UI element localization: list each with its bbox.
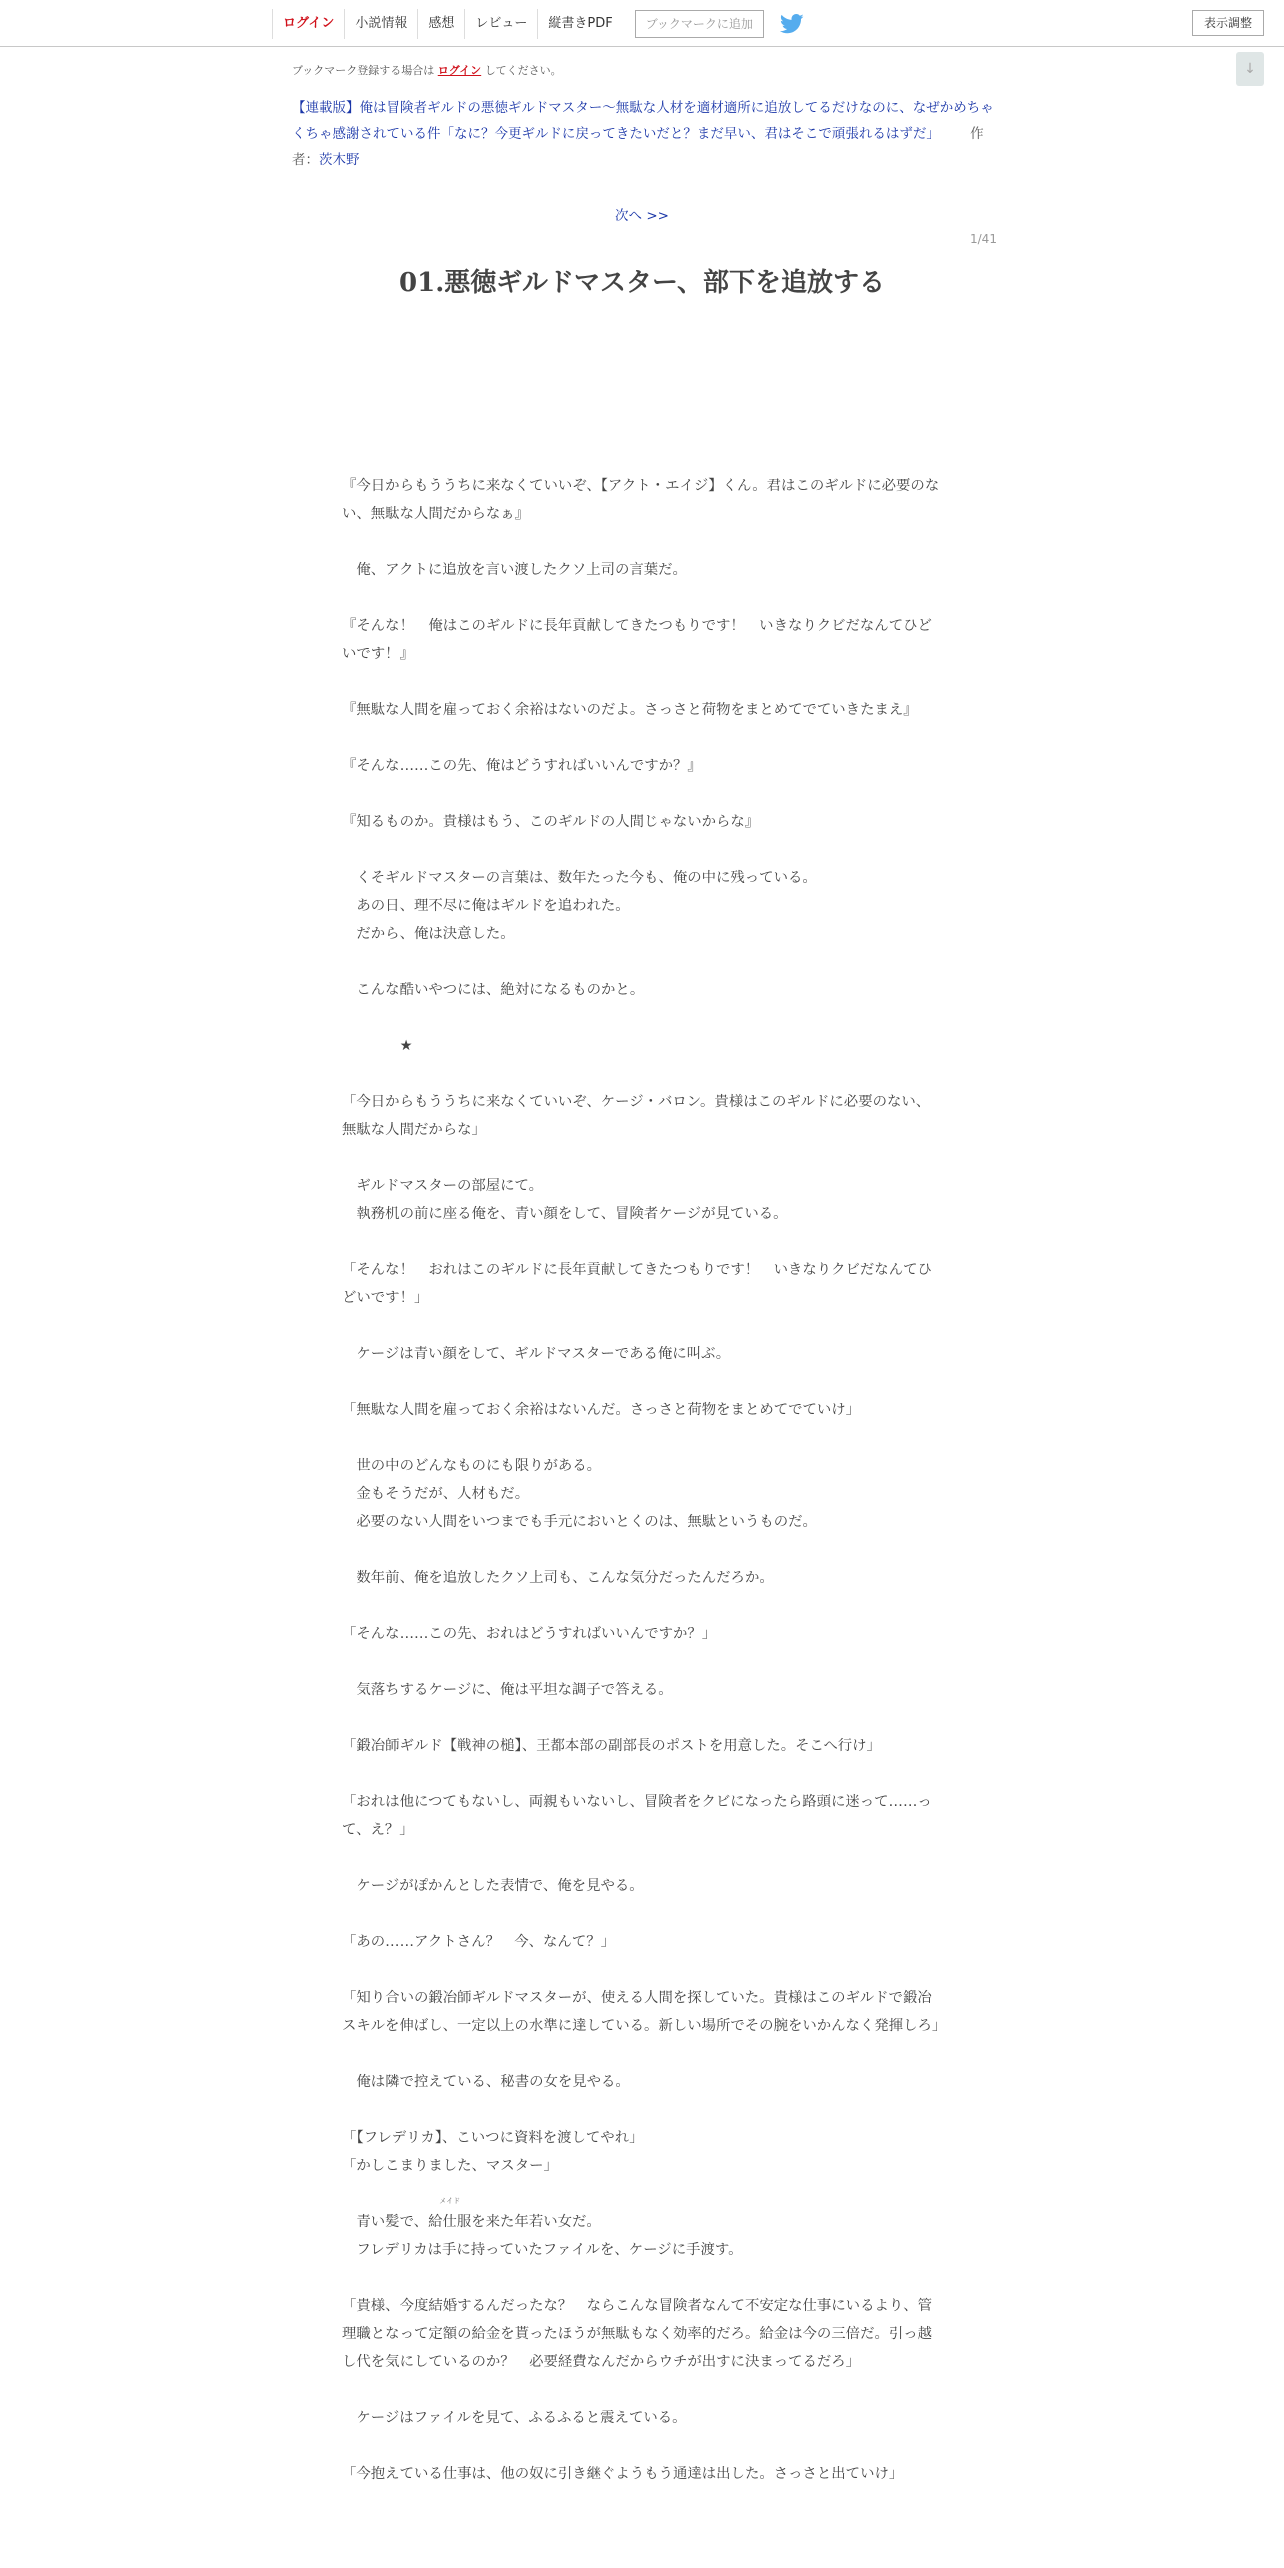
ruby-base: 給仕服	[428, 2214, 472, 2230]
body-line	[342, 1144, 942, 1172]
body-line: 『そんな……この先、俺はどうすればいいんですか？』	[342, 758, 702, 774]
body-line: 数年前、俺を追放したクソ上司も、こんな気分だったんだろか。	[342, 1570, 774, 1586]
author-label: 作者：	[292, 126, 984, 168]
body-line	[342, 1004, 942, 1032]
body-line	[342, 584, 942, 612]
body-line: 『知るものか。貴様はもう、このギルドの人間じゃないからな』	[342, 814, 760, 830]
next-chapter-link-wrap	[0, 204, 1284, 224]
body-line	[342, 724, 942, 752]
body-line	[342, 1648, 942, 1676]
review-link[interactable]: レビュー	[464, 9, 537, 39]
body-line: 「そんな！ おれはこのギルドに長年貢献してきたつもりです！ いきなりクビだなんてひどいです！」	[342, 1262, 932, 1306]
body-line: 「無駄な人間を雇っておく余裕はないんだ。さっさと荷物をまとめてでていけ」	[342, 1402, 861, 1418]
ruby-reading: メイド	[439, 2197, 461, 2205]
body-line: だから、俺は決意した。	[342, 926, 515, 942]
novel-body	[342, 388, 947, 2488]
body-line	[342, 780, 942, 808]
body-line	[342, 1900, 942, 1928]
body-line: 「おれは他につてもないし、両親もいないし、冒険者をクビになったら路頭に迷って……って、え？」	[342, 1794, 932, 1838]
body-line	[342, 528, 942, 556]
body-line	[342, 2264, 942, 2292]
body-line: 『今日からもううちに来なくていいぞ、【アクト・エイジ】くん。君はこのギルドに必要のない、無駄な人間だからなぁ』	[342, 478, 940, 522]
body-line	[342, 416, 942, 444]
body-line: 「今日からもううちに来なくていいぞ、ケージ・バロン。貴様はこのギルドに必要のない、無駄な人間だからな」	[342, 1094, 931, 1138]
body-line: 『そんな！ 俺はこのギルドに長年貢献してきたつもりです！ いきなりクビだなんてひどいです！』	[342, 618, 932, 662]
login-link[interactable]: ログイン	[272, 9, 344, 39]
body-line: 『無駄な人間を雇っておく余裕はないのだよ。さっさと荷物をまとめてでていきたまえ』	[342, 702, 918, 718]
body-line	[342, 668, 942, 696]
body-line: あの日、理不尽に俺はギルドを追われた。	[342, 898, 630, 914]
body-line	[342, 1760, 942, 1788]
body-line	[342, 1592, 942, 1620]
body-line	[342, 1424, 942, 1452]
body-line: ケージはファイルを見て、ふるふると震えている。	[342, 2410, 687, 2426]
body-line	[342, 2096, 942, 2124]
body-line	[342, 2376, 942, 2404]
add-bookmark-button[interactable]: ブックマークに追加	[635, 10, 764, 38]
body-line: 「そんな……この先、おれはどうすればいいんですか？」	[342, 1626, 717, 1642]
body-line: くそギルドマスターの言葉は、数年たった今も、俺の中に残っている。	[342, 870, 817, 886]
author-link[interactable]: 茨木野	[319, 152, 360, 168]
body-line	[342, 2040, 942, 2068]
body-line	[342, 444, 942, 472]
body-line	[342, 836, 942, 864]
body-line: フレデリカは手に持っていたファイルを、ケージに手渡す。	[342, 2242, 743, 2258]
body-line	[342, 388, 942, 416]
body-line: 「知り合いの鍛冶師ギルドマスターが、使える人間を探していた。貴様はこのギルドで鍛冶スキルを伸ばし、一定以上の水準に達している。新しい場所でその腕をいかんなく発揮しろ」	[342, 1990, 947, 2034]
body-line	[342, 2197, 942, 2236]
body-line	[342, 1228, 942, 1256]
ruby-line-suffix: を来た年若い女だ。	[471, 2214, 601, 2230]
body-line	[342, 1060, 942, 1088]
ruby-annotation	[428, 2197, 472, 2236]
series-title-block	[292, 95, 1002, 173]
body-line: 俺、アクトに追放を言い渡したクソ上司の言葉だ。	[342, 562, 687, 578]
body-line: 「鍛冶師ギルド【戦神の槌】、王都本部の副部長のポストを用意した。そこへ行け」	[342, 1738, 881, 1754]
body-line: 「【フレデリカ】、こいつに資料を渡してやれ」	[342, 2130, 644, 2146]
scroll-down-button[interactable]: ↓	[1236, 52, 1264, 86]
body-line	[342, 948, 942, 976]
main-nav	[272, 9, 806, 39]
body-line: 「かしこまりました、マスター」	[342, 2158, 558, 2174]
body-line: ケージは青い顔をして、ギルドマスターである俺に叫ぶ。	[342, 1346, 731, 1362]
body-line: 世の中のどんなものにも限りがある。	[342, 1458, 602, 1474]
body-line	[342, 1956, 942, 1984]
twitter-icon[interactable]	[780, 13, 806, 35]
body-line: ギルドマスターの部屋にて。	[342, 1178, 544, 1194]
body-line: 執務机の前に座る俺を、青い顔をして、冒険者ケージが見ている。	[342, 1206, 788, 1222]
impressions-link[interactable]: 感想	[417, 9, 464, 39]
body-line	[342, 2432, 942, 2460]
body-line	[342, 1844, 942, 1872]
body-line: 「貴様、今度結婚するんだったな？ ならこんな冒険者なんて不安定な仕事にいるより、管理職となって定額の給金を貰ったほうが無駄もなく効率的だろ。給金は今の三倍だ。引っ越し代を気にしているのか？ 必要経費なんだからウチが出すに決まってるだろ」	[342, 2298, 933, 2370]
body-line	[342, 1536, 942, 1564]
body-line: 「あの……アクトさん？ 今、なんて？」	[342, 1934, 615, 1950]
body-line	[342, 1312, 942, 1340]
series-title-link[interactable]: 【連載版】俺は冒険者ギルドの悪徳ギルドマスター～無駄な人材を適材適所に追放してるだけなのに、なぜかめちゃくちゃ感謝されている件「なに？今更ギルドに戻ってきたいだと？まだ早い、君はそこで頑張れるはずだ」	[292, 100, 994, 142]
top-navigation-bar	[0, 0, 1284, 47]
bookmark-notice-suffix: してください。	[484, 64, 562, 77]
chapter-title: 01.悪徳ギルドマスター、部下を追放する	[399, 268, 885, 298]
ruby-line-prefix: 青い髪で、	[342, 2214, 429, 2230]
body-line	[342, 1368, 942, 1396]
novel-info-link[interactable]: 小説情報	[344, 9, 417, 39]
body-line: 必要のない人間をいつまでも手元においとくのは、無駄というものだ。	[342, 1514, 817, 1530]
body-line: 金もそうだが、人材もだ。	[342, 1486, 530, 1502]
body-line	[342, 1704, 942, 1732]
bookmark-notice	[292, 62, 562, 78]
body-line: 「今抱えている仕事は、他の奴に引き継ぐようもう通達は出した。さっさと出ていけ」	[342, 2466, 904, 2482]
bookmark-login-link[interactable]: ログイン	[437, 64, 482, 77]
body-line: 俺は隣で控えている、秘書の女を見やる。	[342, 2074, 630, 2090]
next-chapter-link[interactable]: 次へ >>	[615, 208, 669, 224]
body-line: 気落ちするケージに、俺は平坦な調子で答える。	[342, 1682, 673, 1698]
body-line: ★	[342, 1038, 413, 1054]
body-line: ケージがぽかんとした表情で、俺を見やる。	[342, 1878, 644, 1894]
bookmark-notice-prefix: ブックマーク登録する場合は	[292, 64, 435, 77]
display-settings-button[interactable]: 表示調整	[1192, 10, 1264, 36]
page-count: 1/41	[970, 232, 997, 246]
vertical-pdf-link[interactable]: 縦書きPDF	[537, 9, 622, 39]
body-line: こんな酷いやつには、絶対になるものかと。	[342, 982, 645, 998]
